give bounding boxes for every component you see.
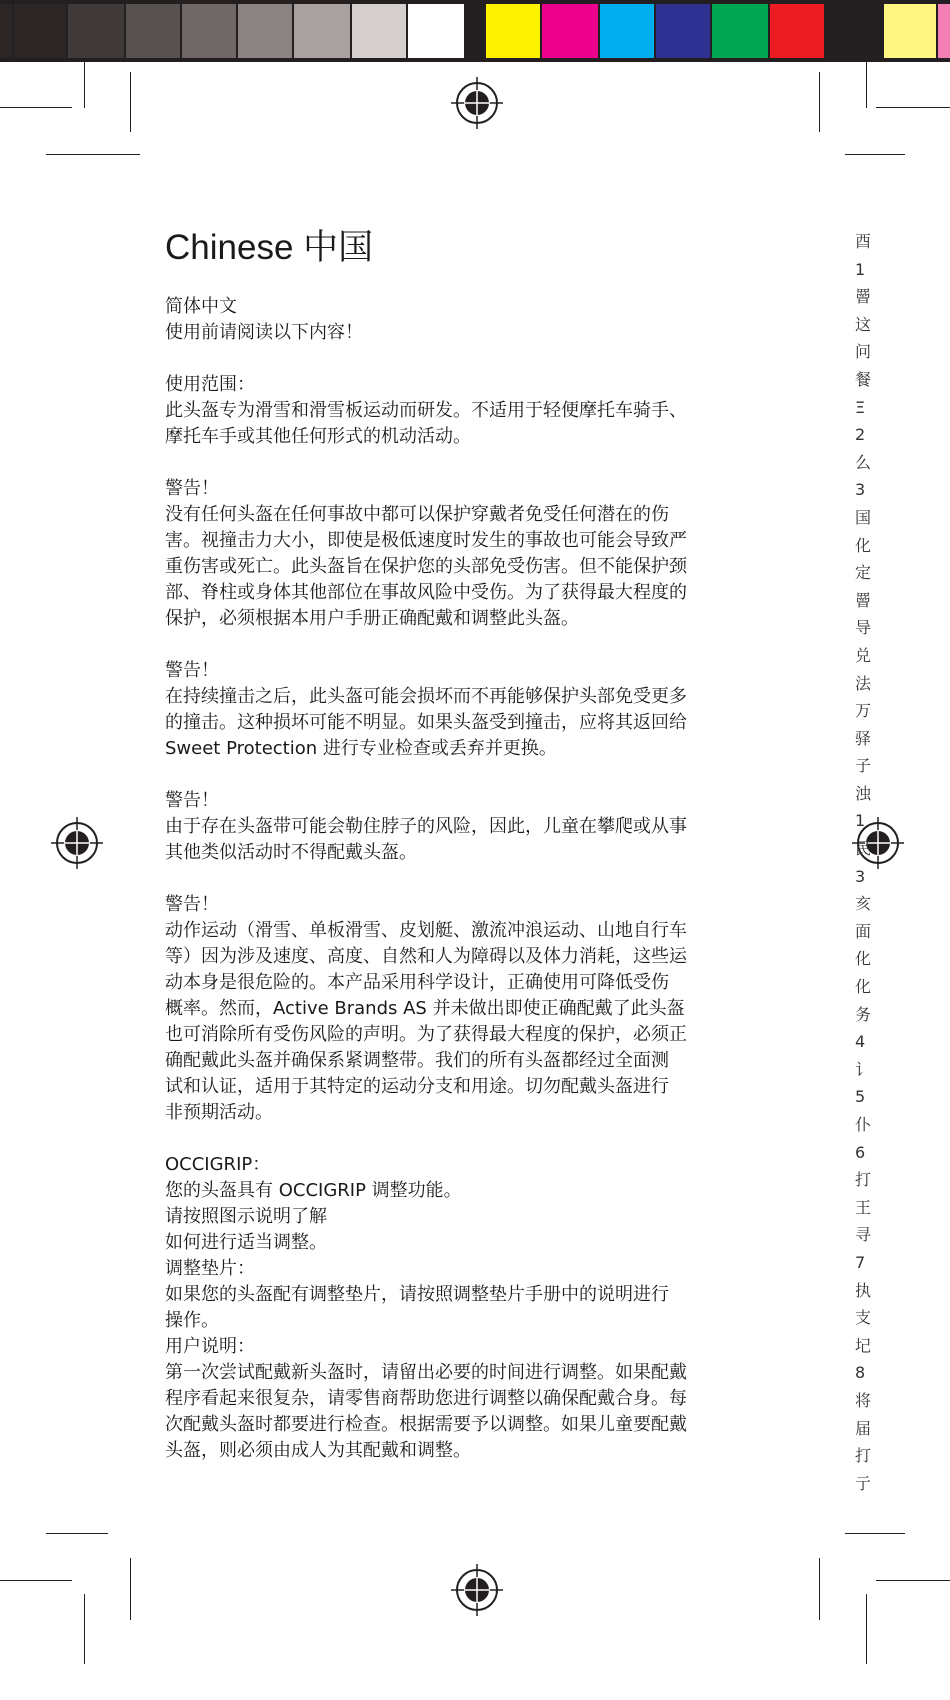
adjacent-page-glyph: 务	[855, 1004, 872, 1024]
paragraph-line: 部、脊柱或身体其他部位在事故风险中受伤。为了获得最大程度的	[165, 582, 687, 603]
paragraph-line: 害。视撞击力大小，即使是极低速度时发生的事故也可能会导致严	[165, 530, 687, 551]
adjacent-page-glyph: 4	[855, 1032, 866, 1052]
paragraph-line: 此头盔专为滑雪和滑雪板运动而研发。不适用于轻便摩托车骑手、	[165, 400, 687, 421]
warning-section	[165, 892, 785, 1126]
adjacent-page-glyph: 3	[855, 480, 866, 500]
section-heading: OCCIGRIP：	[165, 1154, 271, 1175]
adjacent-page-glyph: 万	[855, 701, 872, 721]
adjacent-page-glyph: 面	[855, 921, 872, 941]
adjacent-page-glyph: Ξ	[855, 397, 866, 417]
manual-page	[165, 226, 785, 1490]
adjacent-page-glyph: 化	[855, 977, 872, 997]
adjacent-page-glyph: 化	[855, 949, 872, 969]
adjacent-page-glyph: 罾	[855, 287, 872, 307]
paragraph-line: 的撞击。这种损坏可能不明显。如果头盔受到撞击，应将其返回给	[165, 712, 687, 733]
adjacent-page-glyph: 王	[855, 1197, 872, 1217]
adjacent-page-glyph: 1	[855, 811, 866, 831]
adjacent-page-glyph: 浊	[855, 783, 872, 803]
paragraph-line: 确配戴此头盔并确保系紧调整带。我们的所有头盔都经过全面测	[165, 1050, 669, 1071]
adjacent-page-text-column	[855, 228, 872, 1493]
registration-mark-icon	[451, 1564, 503, 1616]
warning-heading: 警告！	[165, 660, 219, 681]
warning-section	[165, 658, 785, 762]
crop-mark	[46, 154, 140, 155]
warning-section	[165, 788, 785, 866]
grey-swatch	[0, 4, 14, 58]
magenta-swatch	[542, 4, 598, 58]
pink-swatch	[938, 4, 950, 58]
warning-heading: 警告！	[165, 478, 219, 499]
paragraph-line: 如果您的头盔配有调整垫片，请按照调整垫片手册中的说明进行	[165, 1284, 669, 1305]
crop-mark	[845, 1533, 905, 1534]
adjacent-page-glyph: 6	[855, 1142, 866, 1162]
registration-mark-icon	[451, 77, 503, 129]
paragraph-line: 请按照图示说明了解	[165, 1206, 327, 1227]
registration-mark-icon	[51, 817, 103, 869]
adjacent-page-glyph: 打	[855, 1446, 872, 1466]
adjacent-page-glyph: 支	[855, 1308, 872, 1328]
paragraph-line: 动本身是很危险的。本产品采用科学设计，正确使用可降低受伤	[165, 972, 669, 993]
crop-mark	[0, 1580, 72, 1581]
paragraph-line: 概率。然而，Active Brands AS 并未做出即使正确配戴了此头盔	[165, 998, 685, 1019]
adjacent-page-glyph: 么	[855, 452, 872, 472]
adjacent-page-glyph: 民	[855, 839, 872, 859]
paragraph-line: 等）因为涉及速度、高度、自然和人为障碍以及体力消耗，这些运	[165, 946, 687, 967]
adjacent-page-glyph: 7	[855, 1252, 866, 1272]
crop-mark	[130, 1558, 131, 1620]
grey-swatch	[182, 4, 238, 58]
crop-mark	[84, 1594, 85, 1664]
adjacent-page-glyph: 8	[855, 1363, 866, 1383]
paragraph-line: 重伤害或死亡。此头盔旨在保护您的头部免受伤害。但不能保护颈	[165, 556, 687, 577]
adjacent-page-glyph: 亍	[855, 1473, 872, 1493]
intro-line: 使用前请阅读以下内容！	[165, 322, 363, 343]
paragraph-line: 次配戴头盔时都要进行检查。根据需要予以调整。如果儿童要配戴	[165, 1414, 687, 1435]
adjacent-page-glyph: 寻	[855, 1225, 872, 1245]
adjacent-page-glyph: 子	[855, 756, 872, 776]
paragraph-line: 如何进行适当调整。	[165, 1232, 327, 1253]
adjacent-page-glyph: 圮	[855, 1335, 872, 1355]
crop-mark	[84, 62, 85, 108]
adjacent-page-glyph: 酉	[855, 232, 872, 251]
intro-line: 简体中文	[165, 296, 237, 317]
crop-mark	[876, 1580, 950, 1581]
crop-mark	[819, 72, 820, 132]
paragraph-line: 保护，必须根据本用户手册正确配戴和调整此头盔。	[165, 608, 579, 629]
intro-section	[165, 294, 785, 346]
warning-heading: 警告！	[165, 790, 219, 811]
paragraph-line: 您的头盔具有 OCCIGRIP 调整功能。	[165, 1180, 462, 1201]
paragraph-line: 由于存在头盔带可能会勒住脖子的风险，因此，儿童在攀爬或从事	[165, 816, 687, 837]
cyan-swatch	[600, 4, 654, 58]
adjacent-page-glyph: 届	[855, 1418, 872, 1438]
adjacent-page-glyph: 打	[855, 1170, 872, 1190]
yellow-swatch	[486, 4, 540, 58]
crop-mark	[845, 154, 905, 155]
paragraph-line: Sweet Protection 进行专业检查或丢弃并更换。	[165, 738, 557, 759]
adjacent-page-glyph: 讠	[855, 1059, 872, 1079]
adjacent-page-glyph: 法	[855, 673, 872, 693]
paragraph-line: 在持续撞击之后，此头盔可能会损坏而不再能够保护头部免受更多	[165, 686, 687, 707]
paragraph-line: 动作运动（滑雪、单板滑雪、皮划艇、激流冲浪运动、山地自行车	[165, 920, 687, 941]
paragraph-line: 试和认证，适用于其特定的运动分支和用途。切勿配戴头盔进行	[165, 1076, 669, 1097]
color-calibration-bar	[0, 0, 950, 62]
subsection-heading: 用户说明：	[165, 1336, 255, 1357]
adjacent-page-glyph: 执	[855, 1280, 872, 1300]
grey-swatch	[126, 4, 182, 58]
adjacent-page-glyph: 这	[855, 314, 872, 334]
crop-mark	[130, 72, 131, 132]
grey-swatch	[294, 4, 352, 58]
page-title: Chinese 中国	[165, 228, 374, 267]
crop-mark	[0, 107, 72, 108]
crop-mark	[46, 1533, 108, 1534]
paragraph-line: 其他类似活动时不得配戴头盔。	[165, 842, 417, 863]
adjacent-page-glyph: 3	[855, 866, 866, 886]
grey-swatch	[68, 4, 126, 58]
green-swatch	[712, 4, 768, 58]
black-swatch	[826, 4, 882, 58]
adjacent-page-glyph: 5	[855, 1087, 866, 1107]
adjacent-page-glyph: 驿	[855, 728, 872, 748]
light-yellow-swatch	[884, 4, 936, 58]
adjacent-page-glyph: 兑	[855, 645, 872, 665]
adjacent-page-glyph: 国	[855, 507, 872, 527]
paragraph-line: 第一次尝试配戴新头盔时，请留出必要的时间进行调整。如果配戴	[165, 1362, 687, 1383]
grey-swatch	[14, 4, 68, 58]
crop-mark	[866, 62, 867, 108]
section-heading: 使用范围：	[165, 374, 255, 395]
paragraph-line: 摩托车手或其他任何形式的机动活动。	[165, 426, 471, 447]
paragraph-line: 非预期活动。	[165, 1102, 273, 1123]
white-swatch	[408, 4, 466, 58]
adjacent-page-glyph: 罾	[855, 590, 872, 610]
paragraph-line: 程序看起来很复杂，请零售商帮助您进行调整以确保配戴合身。每	[165, 1388, 687, 1409]
paragraph-line: 操作。	[165, 1310, 219, 1331]
adjacent-page-glyph: 导	[855, 618, 872, 638]
adjacent-page-glyph: 化	[855, 535, 872, 555]
occigrip-section	[165, 1152, 785, 1464]
red-swatch	[770, 4, 824, 58]
crop-mark	[819, 1558, 820, 1620]
adjacent-page-glyph: 2	[855, 425, 866, 445]
warning-section	[165, 476, 785, 632]
warning-heading: 警告！	[165, 894, 219, 915]
blue-swatch	[656, 4, 710, 58]
crop-mark	[876, 107, 950, 108]
paragraph-line: 头盔，则必须由成人为其配戴和调整。	[165, 1440, 471, 1461]
grey-swatch	[238, 4, 294, 58]
paragraph-line: 也可消除所有受伤风险的声明。为了获得最大程度的保护，必须正	[165, 1024, 687, 1045]
adjacent-page-glyph: 亥	[855, 894, 872, 914]
grey-swatch	[352, 4, 408, 58]
scope-section	[165, 372, 785, 450]
crop-mark	[866, 1594, 867, 1664]
adjacent-page-glyph: 仆	[855, 1115, 872, 1134]
subsection-heading: 调整垫片：	[165, 1258, 255, 1279]
adjacent-page-glyph: 定	[855, 563, 872, 583]
paragraph-line: 没有任何头盔在任何事故中都可以保护穿戴者免受任何潜在的伤	[165, 504, 669, 525]
adjacent-page-glyph: 1	[855, 259, 866, 279]
adjacent-page-glyph: 将	[855, 1390, 872, 1410]
adjacent-page-glyph: 餐	[855, 369, 872, 389]
adjacent-page-glyph: 问	[855, 342, 872, 362]
